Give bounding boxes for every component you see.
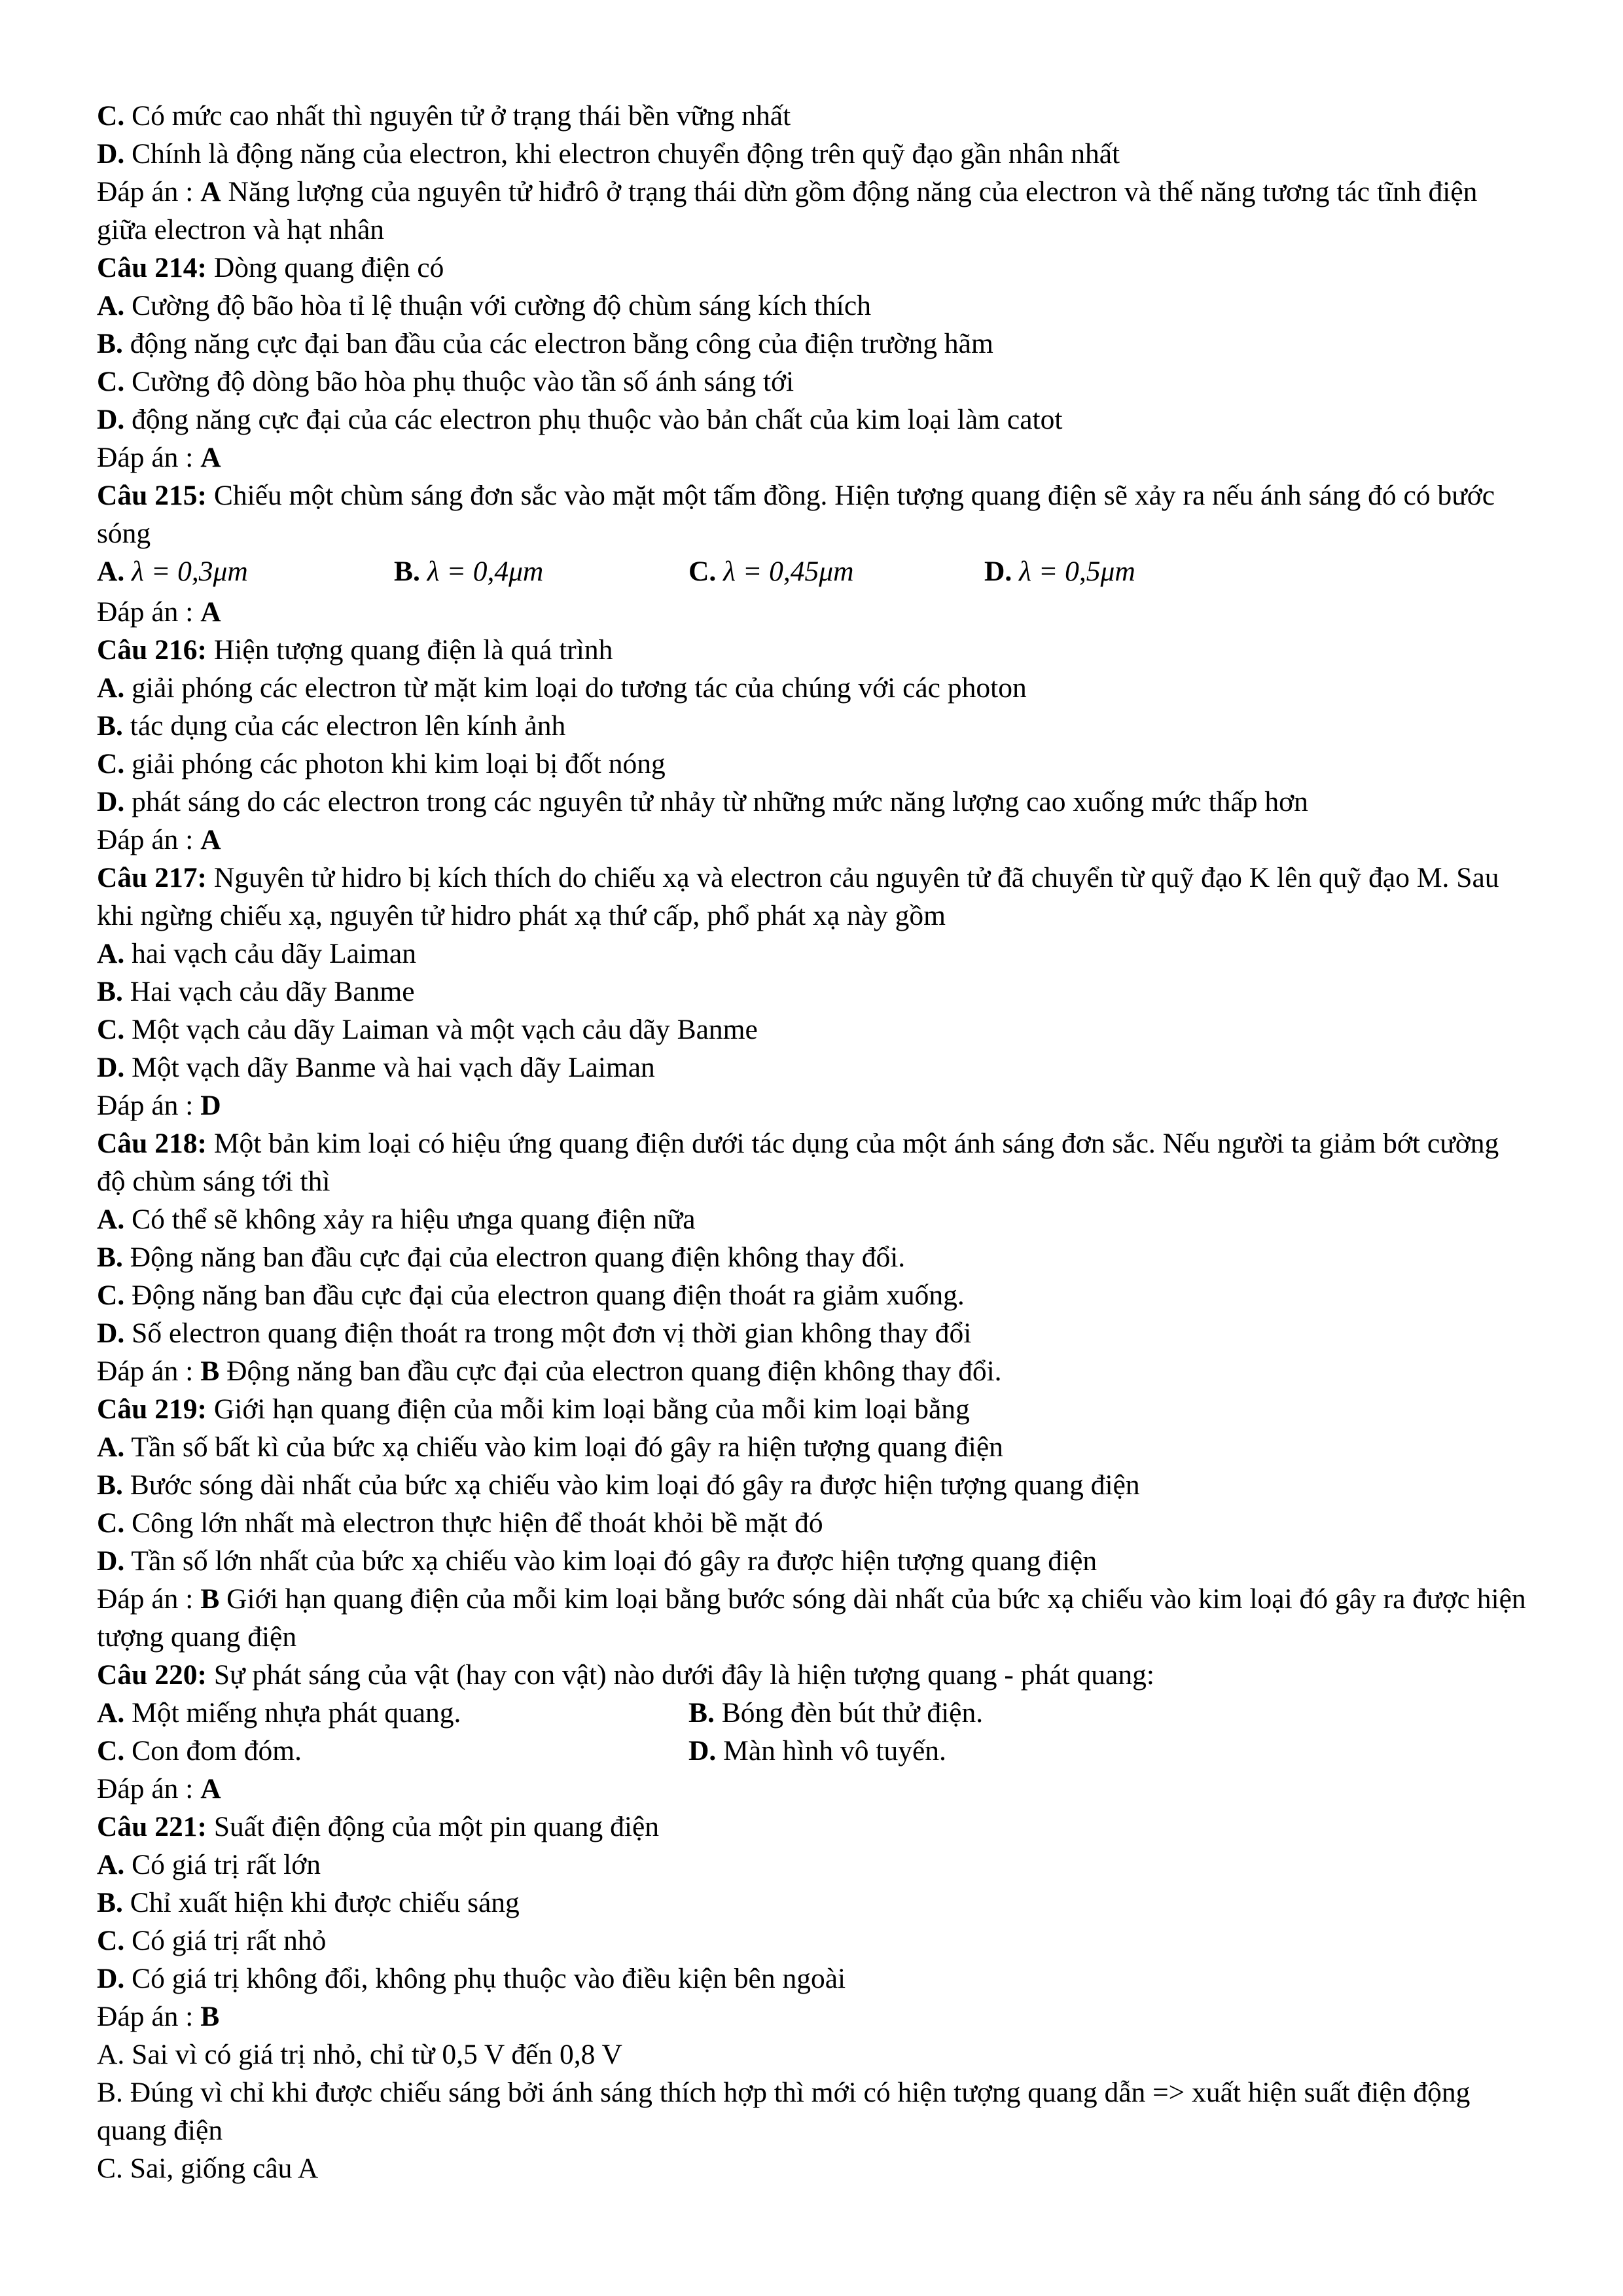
answer-line xyxy=(97,1998,1527,2036)
answer-option xyxy=(97,1466,1527,1504)
option-letter: D. xyxy=(97,1963,125,1994)
option-letter: D. xyxy=(984,556,1012,587)
option-letter: A. xyxy=(97,1849,125,1880)
answer-option xyxy=(97,552,248,590)
question xyxy=(97,1808,1527,1846)
question-number: Câu 221: xyxy=(97,1811,207,1842)
answer-option xyxy=(97,1922,1527,1960)
answer-option xyxy=(97,1542,1527,1580)
option-letter: A. xyxy=(97,290,125,321)
answer-option xyxy=(97,1314,1527,1352)
option-letter: B. xyxy=(97,1242,123,1273)
answer-option xyxy=(97,745,1527,783)
answer-option xyxy=(97,1276,1527,1314)
question-number: Câu 216: xyxy=(97,634,207,666)
option-text: Tần số lớn nhất của bức xạ chiếu vào kim loại đó gây ra được hiện tượng quang điện xyxy=(131,1545,1097,1577)
question-number: Câu 220: xyxy=(97,1659,207,1691)
option-text: tác dụng của các electron lên kính ảnh xyxy=(130,710,566,742)
answer-prefix: Đáp án : xyxy=(97,1583,201,1615)
question-text: Giới hạn quang điện của mỗi kim loại bằng của mỗi kim loại bằng xyxy=(206,1393,970,1425)
answer-option xyxy=(97,1200,1527,1238)
option-letter: B. xyxy=(97,1887,123,1918)
answer-option xyxy=(97,935,1527,973)
answer-key: D xyxy=(200,1090,221,1121)
answer-prefix: Đáp án : xyxy=(97,596,201,628)
option-text: Có thể sẽ không xảy ra hiệu ưnga quang điện nữa xyxy=(132,1204,696,1235)
option-letter: C. xyxy=(97,748,125,780)
option-text: Một vạch cảu dãy Laiman và một vạch cảu dãy Banme xyxy=(132,1014,758,1045)
question-text: Một bản kim loại có hiệu ứng quang điện dưới tác dụng của một ánh sáng đơn sắc. Nếu người ta giảm bớt cường độ chùm sáng tới thì xyxy=(97,1128,1499,1197)
answer-option xyxy=(97,1960,1527,1998)
option-text: Chính là động năng của electron, khi electron chuyển động trên quỹ đạo gần nhân nhất xyxy=(132,138,1120,170)
answer-line xyxy=(97,1770,1527,1808)
option-text: động năng cực đại của các electron phụ thuộc vào bản chất của kim loại làm catot xyxy=(132,404,1063,435)
option-text: động năng cực đại ban đầu của các electron bằng công của điện trường hãm xyxy=(130,328,993,359)
question-number: Câu 217: xyxy=(97,862,207,893)
question-text: Hiện tượng quang điện là quá trình xyxy=(206,634,613,666)
answer-option xyxy=(97,973,1527,1011)
answer-line xyxy=(97,1352,1527,1390)
answer-option xyxy=(97,1504,1527,1542)
answer-option xyxy=(97,135,1527,173)
answer-option xyxy=(97,1011,1527,1049)
question xyxy=(97,1124,1527,1200)
answer-line xyxy=(97,821,1527,859)
option-letter: B. xyxy=(97,328,123,359)
answer-key: B xyxy=(200,1355,220,1387)
option-letter: D. xyxy=(688,1735,717,1767)
question xyxy=(97,1390,1527,1428)
option-letter: C. xyxy=(688,556,717,587)
option-letter: B. xyxy=(97,976,123,1007)
question-number: Câu 218: xyxy=(97,1128,207,1159)
question-number: Câu 214: xyxy=(97,252,207,283)
option-letter: D. xyxy=(97,404,125,435)
option-letter: C. xyxy=(97,1014,125,1045)
option-text: phát sáng do các electron trong các nguyên tử nhảy từ những mức năng lượng cao xuống mức thấp hơn xyxy=(132,786,1308,817)
answer-prefix: Đáp án : xyxy=(97,824,201,855)
answer-option xyxy=(97,363,1527,401)
option-letter: C. xyxy=(97,100,125,132)
answer-option xyxy=(97,1049,1527,1086)
answer-line xyxy=(97,1580,1527,1656)
answer-explanation: Động năng ban đầu cực đại của electron quang điện không thay đổi. xyxy=(219,1355,1002,1387)
answer-option xyxy=(688,1732,946,1770)
answer-key: A xyxy=(200,1773,221,1804)
answer-key: A xyxy=(200,596,221,628)
answer-line xyxy=(97,1086,1527,1124)
answer-prefix: Đáp án : xyxy=(97,442,201,473)
answer-line xyxy=(97,593,1527,631)
explanation-line: B. Đúng vì chỉ khi được chiếu sáng bởi ánh sáng thích hợp thì mới có hiện tượng quang dẫn => xuất hiện suất điện động quang điện xyxy=(97,2077,1471,2146)
option-letter: D. xyxy=(97,1545,125,1577)
question-text: Dòng quang điện có xyxy=(206,252,444,283)
answer-line xyxy=(97,439,1527,476)
answer-option xyxy=(97,783,1527,821)
option-letter: A. xyxy=(97,1697,125,1729)
option-text: Bóng đèn bút thử điện. xyxy=(721,1697,984,1729)
answer-option xyxy=(984,552,1135,590)
answer-explanation: Năng lượng của nguyên tử hiđrô ở trạng thái dừn gồm động năng của electron và thế năng tương tác tĩnh điện giữa electron và hạt nhân xyxy=(97,176,1478,245)
option-letter: C. xyxy=(97,1280,125,1311)
answer-option xyxy=(97,325,1527,363)
option-text: hai vạch cảu dãy Laiman xyxy=(132,938,416,969)
option-letter: A. xyxy=(97,1204,125,1235)
explanation-line: A. Sai vì có giá trị nhỏ, chỉ từ 0,5 V đến 0,8 V xyxy=(97,2039,622,2070)
option-text: Một miếng nhựa phát quang. xyxy=(132,1697,461,1729)
question xyxy=(97,1656,1527,1694)
answer-option xyxy=(688,552,854,590)
option-text: giải phóng các photon khi kim loại bị đốt nóng xyxy=(132,748,666,780)
option-letter: C. xyxy=(97,366,125,397)
option-letter: B. xyxy=(688,1697,715,1729)
option-letter: A. xyxy=(97,556,125,587)
answer-option xyxy=(97,1238,1527,1276)
answer-key: A xyxy=(200,442,221,473)
option-letter: D. xyxy=(97,1052,125,1083)
answer-prefix: Đáp án : xyxy=(97,1773,201,1804)
option-text: Có giá trị rất lớn xyxy=(132,1849,321,1880)
question xyxy=(97,859,1527,935)
answer-option xyxy=(97,669,1527,707)
answer-key: B xyxy=(200,1583,220,1615)
option-text: λ = 0,45μm xyxy=(723,556,854,587)
option-letter: B. xyxy=(394,556,420,587)
option-text: Công lớn nhất mà electron thực hiện để thoát khỏi bề mặt đó xyxy=(132,1507,823,1539)
option-row xyxy=(97,552,1527,593)
option-row xyxy=(97,1694,1527,1732)
answer-explanation: Giới hạn quang điện của mỗi kim loại bằng bước sóng dài nhất của bức xạ chiếu vào kim loại đó gây ra được hiện tượng quang điện xyxy=(97,1583,1526,1653)
option-text: Cường độ bão hòa tỉ lệ thuận với cường độ chùm sáng kích thích xyxy=(132,290,871,321)
option-text: Có giá trị không đổi, không phụ thuộc vào điều kiện bên ngoài xyxy=(132,1963,846,1994)
answer-option xyxy=(97,1732,302,1770)
option-text: Con đom đóm. xyxy=(132,1735,302,1767)
option-row xyxy=(97,1732,1527,1770)
answer-key: B xyxy=(200,2001,220,2032)
option-text: Hai vạch cảu dãy Banme xyxy=(130,976,415,1007)
answer-option xyxy=(688,1694,983,1732)
question-text: Sự phát sáng của vật (hay con vật) nào dưới đây là hiện tượng quang - phát quang: xyxy=(206,1659,1154,1691)
question-text: Suất điện động của một pin quang điện xyxy=(206,1811,660,1842)
option-letter: A. xyxy=(97,672,125,704)
option-text: Cường độ dòng bão hòa phụ thuộc vào tần số ánh sáng tới xyxy=(132,366,794,397)
answer-prefix: Đáp án : xyxy=(97,1355,201,1387)
option-letter: B. xyxy=(97,710,123,742)
option-text: λ = 0,4μm xyxy=(427,556,544,587)
option-text: Có mức cao nhất thì nguyên tử ở trạng thái bền vững nhất xyxy=(132,100,791,132)
option-text: λ = 0,3μm xyxy=(132,556,248,587)
option-letter: D. xyxy=(97,1318,125,1349)
answer-prefix: Đáp án : xyxy=(97,176,201,207)
answer-option xyxy=(97,1846,1527,1884)
option-text: Số electron quang điện thoát ra trong một đơn vị thời gian không thay đổi xyxy=(132,1318,972,1349)
option-text: λ = 0,5μm xyxy=(1019,556,1135,587)
option-letter: A. xyxy=(97,1431,125,1463)
option-letter: B. xyxy=(97,1469,123,1501)
answer-key: A xyxy=(200,176,221,207)
answer-option xyxy=(97,707,1527,745)
answer-option xyxy=(97,1884,1527,1922)
question xyxy=(97,249,1527,287)
answer-key: A xyxy=(200,824,221,855)
question xyxy=(97,476,1527,552)
option-text: Chỉ xuất hiện khi được chiếu sáng xyxy=(130,1887,520,1918)
option-text: Bước sóng dài nhất của bức xạ chiếu vào kim loại đó gây ra được hiện tượng quang điện xyxy=(130,1469,1140,1501)
option-letter: C. xyxy=(97,1735,125,1767)
answer-option xyxy=(97,287,1527,325)
question-number: Câu 215: xyxy=(97,480,207,511)
question-number: Câu 219: xyxy=(97,1393,207,1425)
document-page xyxy=(97,97,1527,2187)
question-text: Nguyên tử hidro bị kích thích do chiếu xạ và electron cảu nguyên tử đã chuyển từ quỹ đạo K lên quỹ đạo M. Sau khi ngừng chiếu xạ, nguyên tử hidro phát xạ thứ cấp, phổ phát xạ này gồm xyxy=(97,862,1499,931)
answer-line xyxy=(97,173,1527,249)
answer-option xyxy=(97,401,1527,439)
answer-option xyxy=(97,1694,461,1732)
option-text: Màn hình vô tuyến. xyxy=(723,1735,946,1767)
option-text: giải phóng các electron từ mặt kim loại do tương tác của chúng với các photon xyxy=(132,672,1027,704)
option-letter: C. xyxy=(97,1507,125,1539)
option-letter: C. xyxy=(97,1925,125,1956)
option-letter: D. xyxy=(97,138,125,170)
option-text: Tần số bất kì của bức xạ chiếu vào kim loại đó gây ra hiện tượng quang điện xyxy=(131,1431,1003,1463)
explanation-line: C. Sai, giống câu A xyxy=(97,2153,319,2184)
option-text: Có giá trị rất nhỏ xyxy=(132,1925,327,1956)
option-text: Động năng ban đầu cực đại của electron quang điện không thay đổi. xyxy=(130,1242,906,1273)
answer-option xyxy=(97,1428,1527,1466)
answer-option xyxy=(394,552,543,590)
question-text: Chiếu một chùm sáng đơn sắc vào mặt một tấm đồng. Hiện tượng quang điện sẽ xảy ra nếu ánh sáng đó có bước sóng xyxy=(97,480,1495,549)
answer-prefix: Đáp án : xyxy=(97,1090,201,1121)
answer-prefix: Đáp án : xyxy=(97,2001,201,2032)
option-text: Một vạch dãy Banme và hai vạch dãy Laiman xyxy=(132,1052,655,1083)
answer-option xyxy=(97,97,1527,135)
option-letter: A. xyxy=(97,938,125,969)
option-letter: D. xyxy=(97,786,125,817)
question xyxy=(97,631,1527,669)
option-text: Động năng ban đầu cực đại của electron quang điện thoát ra giảm xuống. xyxy=(132,1280,965,1311)
